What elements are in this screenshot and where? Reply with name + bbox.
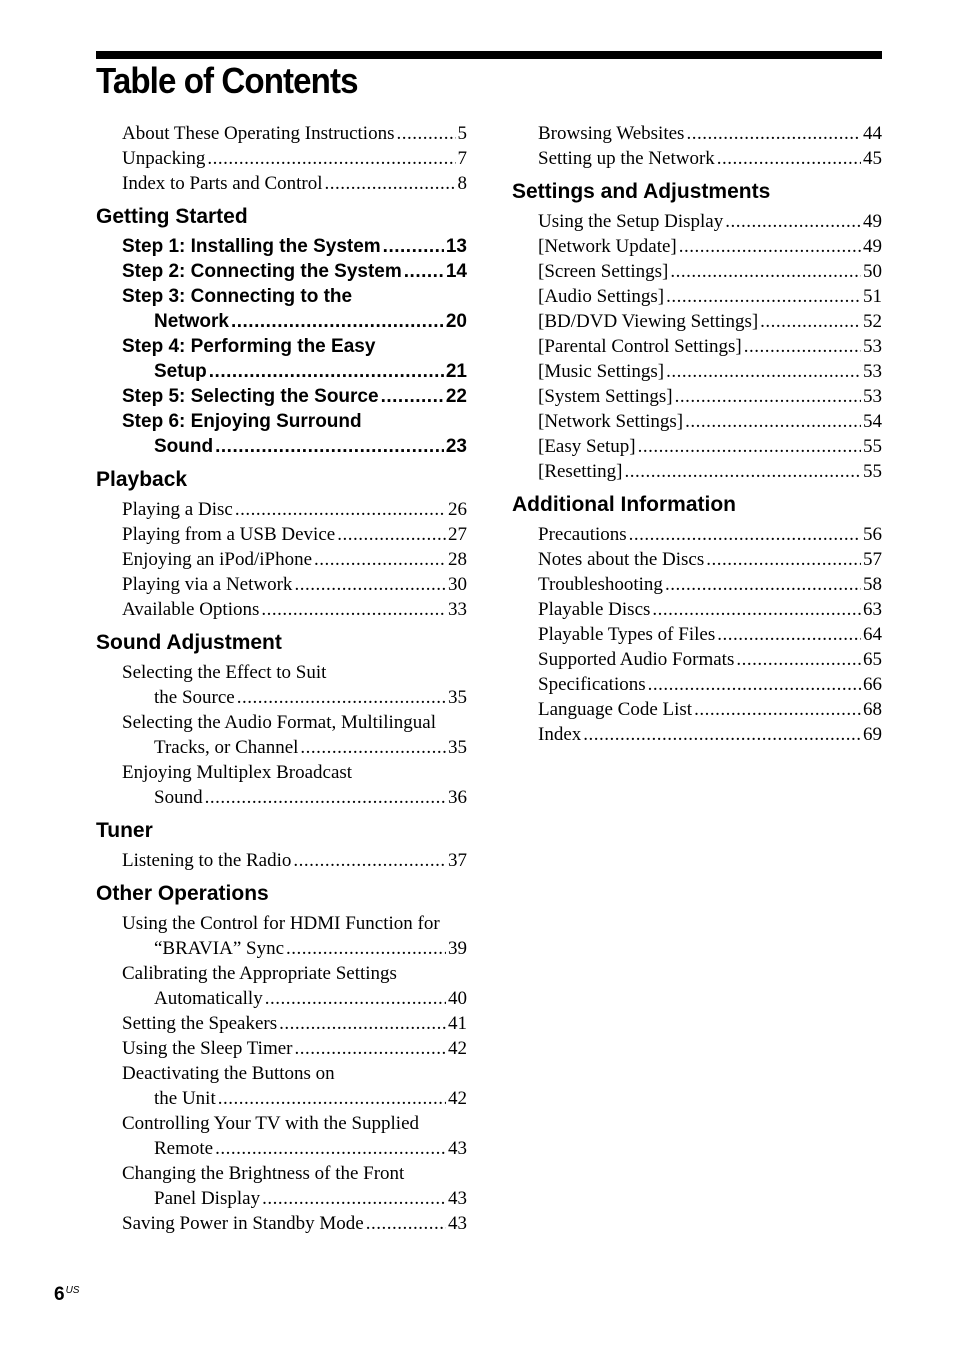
leader-dots	[666, 284, 861, 309]
toc-entry[interactable]	[96, 785, 467, 810]
toc-entry-label: Browsing Websites	[538, 123, 685, 144]
leader-dots	[381, 384, 444, 409]
leader-dots	[314, 547, 446, 572]
leader-dots	[666, 359, 861, 384]
toc-entry-label: Unpacking	[122, 148, 206, 169]
toc-entry-page: 68	[863, 699, 882, 720]
toc-entry-step-4-line1[interactable]: Step 4: Performing the Easy	[122, 336, 376, 357]
toc-entry-line1[interactable]: Selecting the Effect to Suit	[122, 662, 327, 683]
toc-entry-label: [Network Settings]	[538, 411, 684, 432]
toc-entry[interactable]	[512, 334, 882, 359]
toc-entry-page: 20	[445, 311, 467, 332]
toc-entry-page: 64	[863, 624, 882, 645]
toc-left-column	[96, 121, 467, 1236]
toc-entry[interactable]	[96, 497, 467, 522]
toc-entry-label: [Music Settings]	[538, 361, 665, 382]
toc-entry-step-3[interactable]	[96, 309, 467, 334]
leader-dots	[675, 384, 861, 409]
page-number-value: 6	[54, 1284, 65, 1305]
toc-entry-page: 56	[863, 524, 882, 545]
section-heading-additional-information: Additional Information	[512, 493, 736, 516]
toc-entry-line1[interactable]: Changing the Brightness of the Front	[122, 1163, 405, 1184]
toc-entry-label: Enjoying an iPod/iPhone	[122, 549, 312, 570]
toc-entry-page: 52	[863, 311, 882, 332]
toc-entry-page: 36	[448, 787, 467, 808]
leader-dots	[652, 597, 861, 622]
toc-entry-page: 5	[457, 123, 467, 144]
toc-entry-step-6-line1[interactable]: Step 6: Enjoying Surround	[122, 411, 362, 432]
toc-entry-label: Troubleshooting	[538, 574, 663, 595]
leader-dots	[294, 1036, 446, 1061]
toc-entry-step-1[interactable]	[96, 234, 467, 259]
leader-dots	[638, 434, 861, 459]
leader-dots	[685, 409, 861, 434]
toc-entry-label: Index	[538, 724, 582, 745]
toc-entry-page: 14	[445, 261, 467, 282]
page-title: Table of Contents	[96, 60, 358, 101]
toc-entry-label: Remote	[154, 1138, 214, 1159]
toc-entry-page: 43	[448, 1138, 467, 1159]
toc-entry-step-3-line1[interactable]: Step 3: Connecting to the	[122, 286, 353, 307]
toc-entry-label: [Screen Settings]	[538, 261, 669, 282]
toc-entry[interactable]	[512, 359, 882, 384]
toc-entry-step-5[interactable]	[96, 384, 467, 409]
toc-entry-label: Setup	[154, 361, 207, 382]
toc-entry-page: 54	[863, 411, 882, 432]
toc-entry-page: 37	[448, 850, 467, 871]
toc-entry[interactable]	[96, 146, 467, 171]
leader-dots	[337, 522, 446, 547]
toc-entry[interactable]	[96, 547, 467, 572]
toc-entry-page: 43	[448, 1188, 467, 1209]
toc-entry-label: [Audio Settings]	[538, 286, 665, 307]
leader-dots	[736, 647, 861, 672]
toc-entry-label: [BD/DVD Viewing Settings]	[538, 311, 759, 332]
leader-dots	[265, 986, 446, 1011]
toc-entry[interactable]	[512, 547, 882, 572]
toc-entry[interactable]	[512, 572, 882, 597]
toc-entry-page: 58	[863, 574, 882, 595]
leader-dots	[383, 234, 444, 259]
toc-entry-label: Using the Sleep Timer	[122, 1038, 293, 1059]
toc-entry-label: the Unit	[154, 1088, 216, 1109]
toc-entry-page: 41	[448, 1013, 467, 1034]
leader-dots	[717, 622, 861, 647]
toc-entry[interactable]	[512, 722, 882, 747]
leader-dots	[293, 848, 446, 873]
section-heading-settings: Settings and Adjustments	[512, 180, 771, 203]
toc-entry[interactable]	[96, 597, 467, 622]
toc-entry[interactable]	[96, 1086, 467, 1111]
leader-dots	[404, 259, 444, 284]
leader-dots	[717, 146, 861, 171]
leader-dots	[760, 309, 861, 334]
toc-entry-page: 69	[863, 724, 882, 745]
toc-entry[interactable]	[96, 171, 467, 196]
toc-entry[interactable]	[512, 409, 882, 434]
top-rule	[96, 51, 882, 59]
toc-entry[interactable]	[512, 597, 882, 622]
toc-entry-label: Language Code List	[538, 699, 693, 720]
toc-entry-label: Network	[154, 311, 229, 332]
toc-entry-page: 7	[457, 148, 467, 169]
toc-entry-page: 55	[863, 461, 882, 482]
toc-entry-page: 51	[863, 286, 882, 307]
leader-dots	[286, 936, 446, 961]
toc-entry-page: 27	[448, 524, 467, 545]
leader-dots	[300, 735, 446, 760]
toc-entry-label: Index to Parts and Control	[122, 173, 323, 194]
leader-dots	[294, 572, 446, 597]
toc-entry-page: 49	[863, 236, 882, 257]
toc-entry[interactable]	[96, 1211, 467, 1236]
toc-entry-page: 22	[445, 386, 467, 407]
toc-entry-page: 13	[445, 236, 467, 257]
toc-entry[interactable]	[512, 459, 882, 484]
leader-dots	[706, 547, 861, 572]
toc-entry[interactable]	[96, 1011, 467, 1036]
leader-dots	[261, 597, 446, 622]
toc-entry-label: Available Options	[122, 599, 260, 620]
page-number-region: US	[65, 1284, 80, 1296]
toc-entry-label: Automatically	[154, 988, 263, 1009]
leader-dots	[396, 121, 455, 146]
toc-entry-page: 65	[863, 649, 882, 670]
toc-entry-page: 49	[863, 211, 882, 232]
section-heading-tuner: Tuner	[96, 819, 153, 842]
toc-entry-line1[interactable]: Selecting the Audio Format, Multilingual	[122, 712, 437, 733]
toc-entry-line1[interactable]: Using the Control for HDMI Function for	[122, 913, 440, 934]
toc-entry[interactable]	[96, 735, 467, 760]
leader-dots	[325, 171, 456, 196]
toc-entry-label: Playing from a USB Device	[122, 524, 336, 545]
toc-entry-page: 53	[863, 336, 882, 357]
toc-right-column	[512, 121, 882, 747]
toc-entry-label: Notes about the Discs	[538, 549, 705, 570]
toc-entry[interactable]	[96, 848, 467, 873]
leader-dots	[629, 522, 861, 547]
toc-entry-page: 53	[863, 386, 882, 407]
toc-entry[interactable]	[512, 146, 882, 171]
leader-dots	[679, 234, 861, 259]
toc-entry-label: [Parental Control Settings]	[538, 336, 742, 357]
section-heading-sound-adjustment: Sound Adjustment	[96, 631, 282, 654]
toc-entry-label: [Easy Setup]	[538, 436, 636, 457]
toc-entry[interactable]	[512, 234, 882, 259]
section-heading-other-operations: Other Operations	[96, 882, 269, 905]
toc-entry[interactable]	[96, 572, 467, 597]
toc-entry-page: 26	[448, 499, 467, 520]
toc-entry[interactable]	[512, 259, 882, 284]
page-number	[54, 1284, 79, 1306]
toc-entry[interactable]	[512, 622, 882, 647]
toc-entry-page: 8	[457, 173, 467, 194]
leader-dots	[725, 209, 861, 234]
toc-entry-step-2[interactable]	[96, 259, 467, 284]
toc-entry-page: 40	[448, 988, 467, 1009]
toc-entry-label: “BRAVIA” Sync	[154, 938, 285, 959]
toc-entry-label: Tracks, or Channel	[154, 737, 299, 758]
leader-dots	[235, 497, 446, 522]
leader-dots	[205, 785, 446, 810]
toc-entry[interactable]	[512, 209, 882, 234]
toc-entry-label: the Source	[154, 687, 235, 708]
toc-entry-page: 43	[448, 1213, 467, 1234]
leader-dots	[744, 334, 861, 359]
toc-entry-line1[interactable]: Calibrating the Appropriate Settings	[122, 963, 397, 984]
toc-entry-label: Playing via a Network	[122, 574, 293, 595]
leader-dots	[279, 1011, 446, 1036]
toc-entry-page: 33	[448, 599, 467, 620]
toc-entry-label: Sound	[154, 436, 214, 457]
section-heading-getting-started: Getting Started	[96, 205, 248, 228]
toc-entry[interactable]	[96, 685, 467, 710]
toc-entry-step-4[interactable]	[96, 359, 467, 384]
toc-entry[interactable]	[512, 672, 882, 697]
section-heading-playback: Playback	[96, 468, 188, 491]
toc-entry-page: 30	[448, 574, 467, 595]
leader-dots	[670, 259, 861, 284]
toc-entry-line1[interactable]: Controlling Your TV with the Supplied	[122, 1113, 419, 1134]
toc-entry[interactable]	[96, 1036, 467, 1061]
leader-dots	[665, 572, 861, 597]
toc-entry-page: 44	[863, 123, 882, 144]
leader-dots	[207, 146, 455, 171]
toc-entry-line1[interactable]: Deactivating the Buttons on	[122, 1063, 335, 1084]
toc-entry-page: 55	[863, 436, 882, 457]
toc-entry-label: Listening to the Radio	[122, 850, 292, 871]
toc-entry[interactable]	[96, 1186, 467, 1211]
toc-entry-label: Panel Display	[154, 1188, 261, 1209]
toc-entry-label: Playable Discs	[538, 599, 651, 620]
toc-entry-label: Step 5: Selecting the Source	[122, 386, 379, 407]
toc-entry-label: Specifications	[538, 674, 646, 695]
toc-entry-label: Supported Audio Formats	[538, 649, 735, 670]
toc-entry-label: Saving Power in Standby Mode	[122, 1213, 364, 1234]
leader-dots	[231, 309, 444, 334]
leader-dots	[648, 672, 861, 697]
leader-dots	[694, 697, 861, 722]
leader-dots	[215, 1136, 446, 1161]
toc-entry-label: Setting up the Network	[538, 148, 715, 169]
toc-entry[interactable]	[512, 434, 882, 459]
leader-dots	[583, 722, 861, 747]
toc-entry-page: 50	[863, 261, 882, 282]
toc-entry-page: 42	[448, 1088, 467, 1109]
toc-entry-page: 39	[448, 938, 467, 959]
toc-entry-label: [Network Update]	[538, 236, 677, 257]
toc-entry-page: 23	[445, 436, 467, 457]
toc-entry-label: [Resetting]	[538, 461, 623, 482]
toc-entry-page: 45	[863, 148, 882, 169]
toc-entry-page: 53	[863, 361, 882, 382]
toc-entry-label: About These Operating Instructions	[122, 123, 395, 144]
leader-dots	[218, 1086, 446, 1111]
toc-entry[interactable]	[512, 284, 882, 309]
toc-entry[interactable]	[96, 986, 467, 1011]
toc-entry[interactable]	[512, 309, 882, 334]
toc-entry-label: Step 2: Connecting the System	[122, 261, 402, 282]
toc-entry-label: Sound	[154, 787, 203, 808]
toc-entry[interactable]	[96, 121, 467, 146]
toc-entry-label: Step 1: Installing the System	[122, 236, 381, 257]
leader-dots	[215, 434, 444, 459]
toc-entry-page: 35	[448, 687, 467, 708]
toc-entry-page: 42	[448, 1038, 467, 1059]
toc-entry[interactable]	[96, 522, 467, 547]
toc-entry-page: 57	[863, 549, 882, 570]
toc-entry[interactable]	[512, 647, 882, 672]
toc-entry[interactable]	[512, 121, 882, 146]
leader-dots	[262, 1186, 446, 1211]
toc-entry-page: 66	[863, 674, 882, 695]
leader-dots	[237, 685, 446, 710]
toc-entry-label: Setting the Speakers	[122, 1013, 278, 1034]
toc-entry-label: Precautions	[538, 524, 627, 545]
toc-entry-page: 21	[445, 361, 467, 382]
toc-entry-label: Using the Setup Display	[538, 211, 724, 232]
toc-entry-label: Playable Types of Files	[538, 624, 716, 645]
toc-entry[interactable]	[96, 936, 467, 961]
toc-entry[interactable]	[96, 1136, 467, 1161]
leader-dots	[686, 121, 861, 146]
toc-entry[interactable]	[512, 384, 882, 409]
toc-entry[interactable]	[512, 522, 882, 547]
toc-entry-label: [System Settings]	[538, 386, 673, 407]
leader-dots	[366, 1211, 446, 1236]
leader-dots	[209, 359, 444, 384]
toc-entry-page: 63	[863, 599, 882, 620]
toc-entry[interactable]	[512, 697, 882, 722]
leader-dots	[624, 459, 861, 484]
toc-entry-page: 35	[448, 737, 467, 758]
toc-entry-label: Playing a Disc	[122, 499, 233, 520]
toc-entry-line1[interactable]: Enjoying Multiplex Broadcast	[122, 762, 353, 783]
toc-entry-step-6[interactable]	[96, 434, 467, 459]
toc-entry-page: 28	[448, 549, 467, 570]
